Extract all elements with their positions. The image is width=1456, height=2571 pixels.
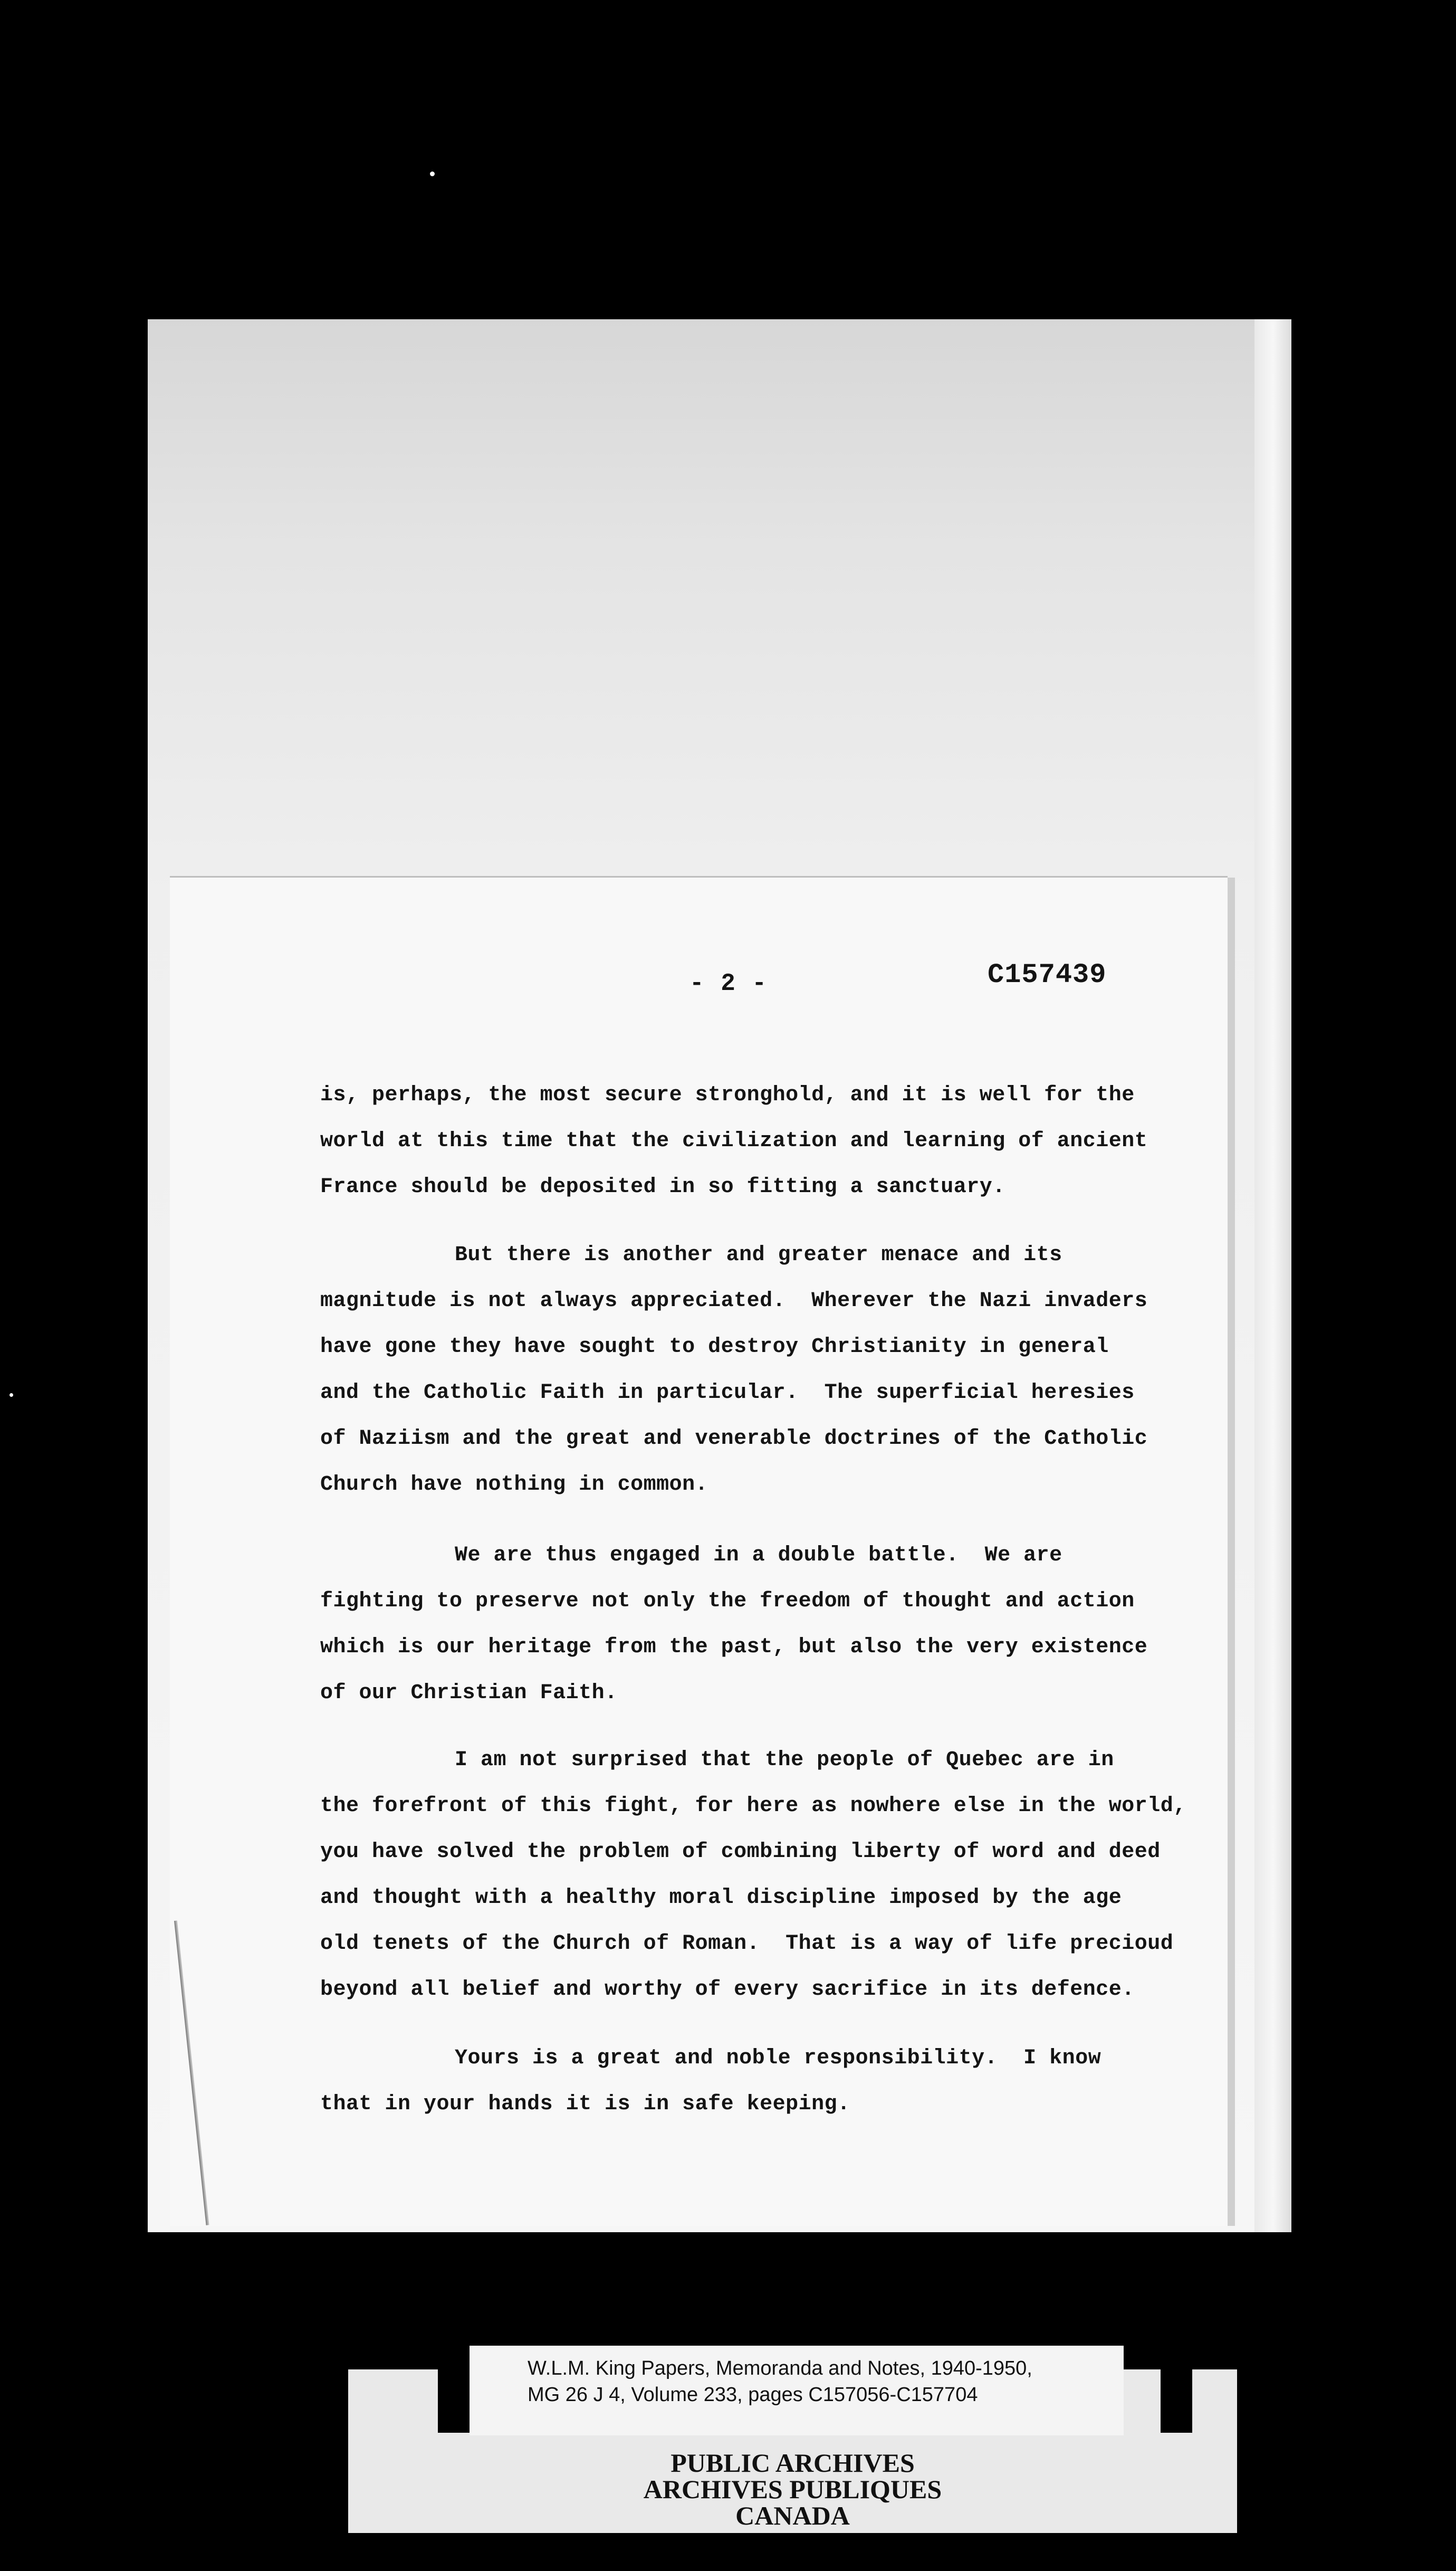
film-speck — [430, 172, 435, 176]
text-line: of our Christian Faith. — [320, 1681, 618, 1705]
text-line: Yours is a great and noble responsibility. I know — [455, 2046, 1101, 2070]
text-line: Church have nothing in common. — [320, 1473, 708, 1497]
caption-line-2: MG 26 J 4, Volume 233, pages C157056-C157704 — [528, 2384, 978, 2406]
text-line: the forefront of this fight, for here as nowhere else in the world, — [320, 1794, 1186, 1818]
text-line: and thought with a healthy moral discipline imposed by the age — [320, 1886, 1122, 1910]
text-line: old tenets of the Church of Roman. That is a way of life precioud — [320, 1932, 1174, 1956]
text-line: you have solved the problem of combining liberty of word and deed — [320, 1840, 1161, 1864]
caption-line-1: W.L.M. King Papers, Memoranda and Notes, 1940-1950, — [528, 2357, 1032, 2379]
document-id-stamp: C157439 — [988, 959, 1107, 991]
text-line: world at this time that the civilization and learning of ancient — [320, 1129, 1148, 1153]
background-page-edge — [1254, 319, 1291, 2232]
text-line: But there is another and greater menace and its — [455, 1243, 1062, 1267]
text-line: beyond all belief and worthy of every sacrifice in its defence. — [320, 1978, 1135, 2002]
text-line: is, perhaps, the most secure stronghold, and it is well for the — [320, 1083, 1135, 1107]
text-line: of Naziism and the great and venerable doctrines of the Catholic — [320, 1427, 1148, 1451]
letter-page — [170, 876, 1228, 2226]
letter-text — [170, 878, 1228, 2226]
page-number: - 2 - — [689, 970, 768, 997]
stamp-line-canada: CANADA — [735, 2501, 850, 2530]
letter-page-edge — [1228, 878, 1235, 2226]
stamp-notch — [1161, 2369, 1192, 2433]
film-speck — [9, 1393, 13, 1397]
text-line: fighting to preserve not only the freedom of thought and action — [320, 1589, 1135, 1613]
text-line: which is our heritage from the past, but also the very existence — [320, 1635, 1148, 1659]
text-line: France should be deposited in so fitting a sanctuary. — [320, 1175, 1005, 1199]
text-line: and the Catholic Faith in particular. The superficial heresies — [320, 1381, 1135, 1405]
stamp-notch — [438, 2369, 470, 2433]
archive-caption — [470, 2346, 1124, 2435]
text-line: I am not surprised that the people of Quebec are in — [455, 1748, 1114, 1772]
text-line: that in your hands it is in safe keeping. — [320, 2092, 850, 2116]
stamp-line-public-archives: PUBLIC ARCHIVES — [670, 2448, 915, 2478]
text-line: have gone they have sought to destroy Christianity in general — [320, 1335, 1109, 1359]
text-line: magnitude is not always appreciated. Wherever the Nazi invaders — [320, 1289, 1148, 1313]
text-line: We are thus engaged in a double battle. We are — [455, 1544, 1062, 1567]
stamp-line-archives-publiques: ARCHIVES PUBLIQUES — [643, 2474, 942, 2504]
